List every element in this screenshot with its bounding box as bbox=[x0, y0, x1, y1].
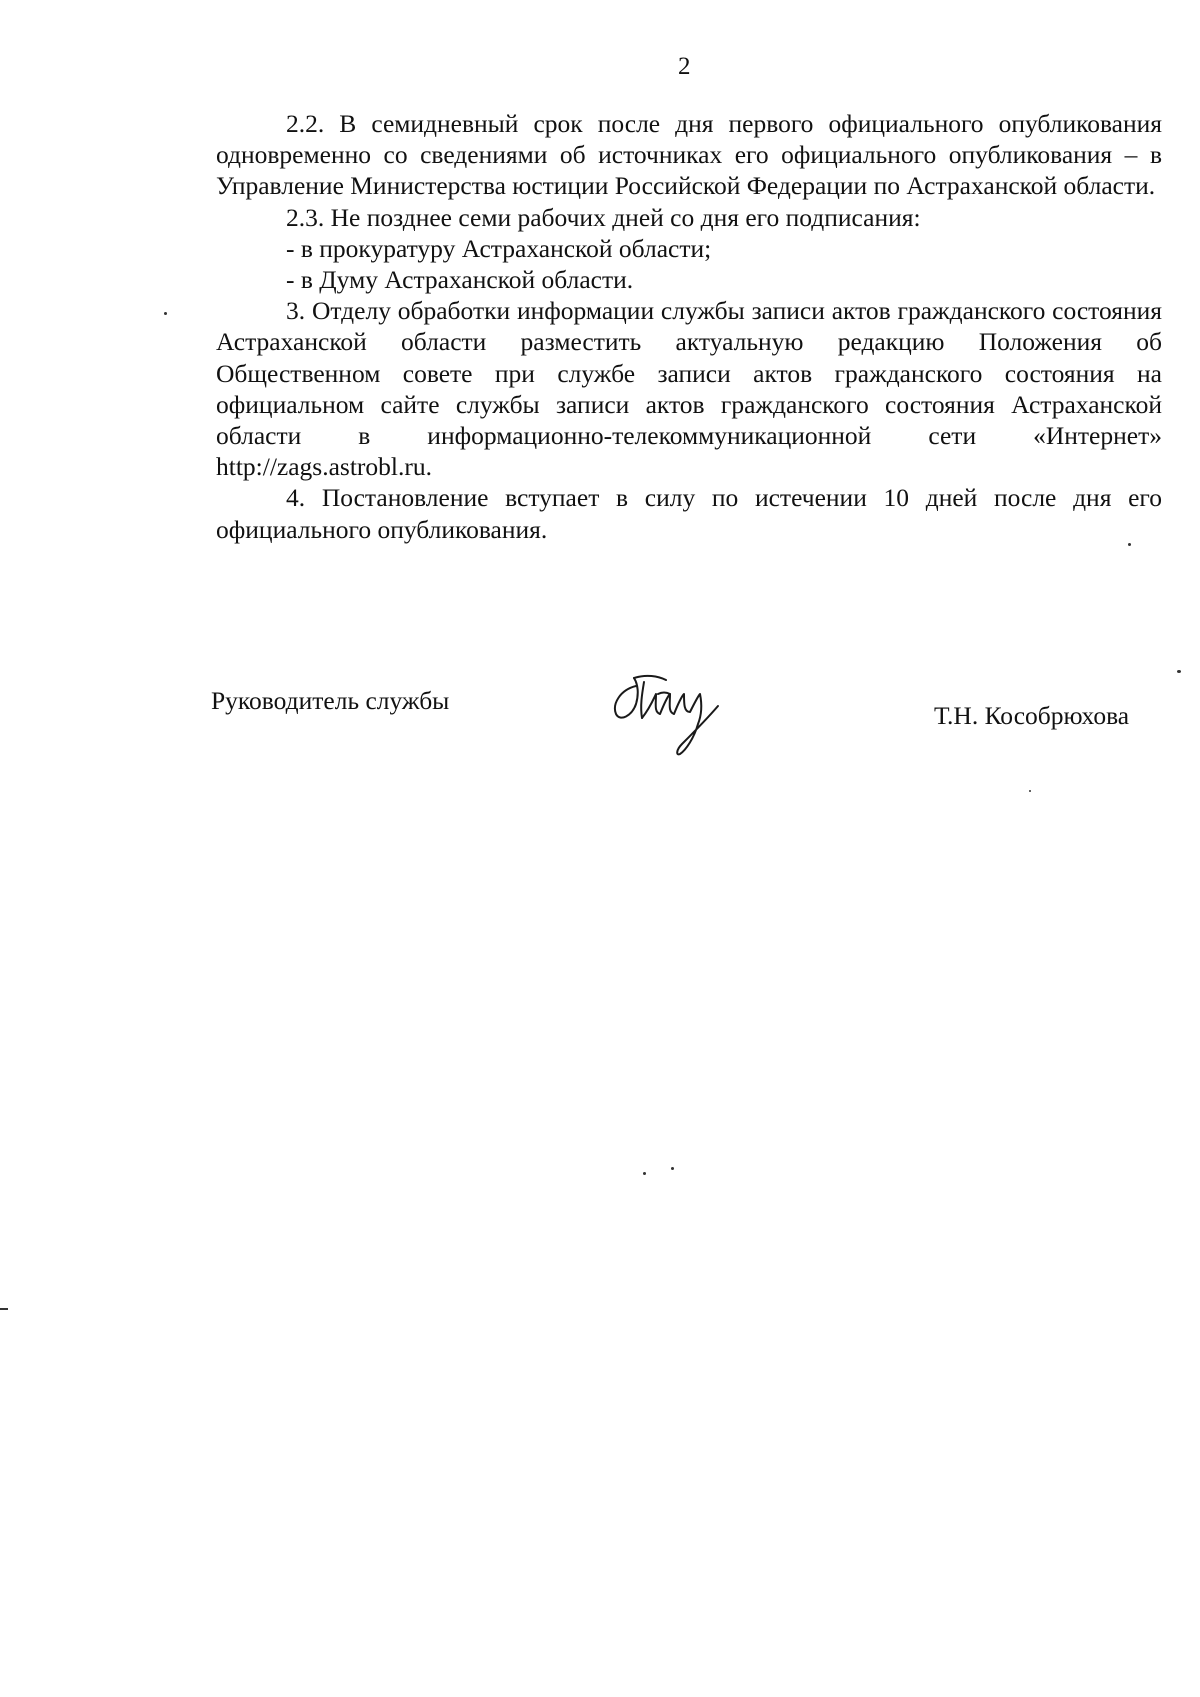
paragraph-2-3: 2.3. Не позднее семи рабочих дней со дня его подписания: bbox=[286, 202, 921, 232]
document-body bbox=[216, 108, 1162, 545]
handwritten-signature-icon bbox=[606, 664, 736, 760]
list-item-prosecutor: - в прокуратуру Астраханской области; bbox=[286, 233, 712, 263]
signatory-role: Руководитель службы bbox=[211, 686, 450, 715]
scan-speck bbox=[0, 1308, 8, 1310]
scan-speck bbox=[1029, 790, 1031, 792]
scan-speck bbox=[1128, 543, 1131, 546]
signatory-name: Т.Н. Кособрюхова bbox=[934, 701, 1130, 730]
paragraph-2-2: 2.2. В семидневный срок после дня первого официального опубликования одновременно со сведениями об источниках его официального опубликования – в Управление Министерства юстиции Российской Федерации по Астраханской области. bbox=[216, 109, 1162, 201]
paragraph-3: 3. Отделу обработки информации службы записи актов гражданского состояния Астраханской области разместить актуальную редакцию Положения об Общественном совете при службе записи актов гражданского состояния на официальном сайте службы записи актов гражданского состояния Астраханской области в информационно-телекоммуникационной сети «Интернет» http://zags.astrobl.ru. bbox=[216, 296, 1162, 482]
scan-speck bbox=[671, 1167, 674, 1170]
list-item-duma: - в Думу Астраханской области. bbox=[286, 265, 634, 295]
scan-speck bbox=[643, 1172, 646, 1175]
scan-speck bbox=[164, 312, 167, 315]
paragraph-4: 4. Постановление вступает в силу по истечении 10 дней после дня его официального опубликования. bbox=[216, 483, 1162, 544]
scan-speck bbox=[1177, 670, 1181, 673]
page-number: 2 bbox=[678, 53, 691, 80]
